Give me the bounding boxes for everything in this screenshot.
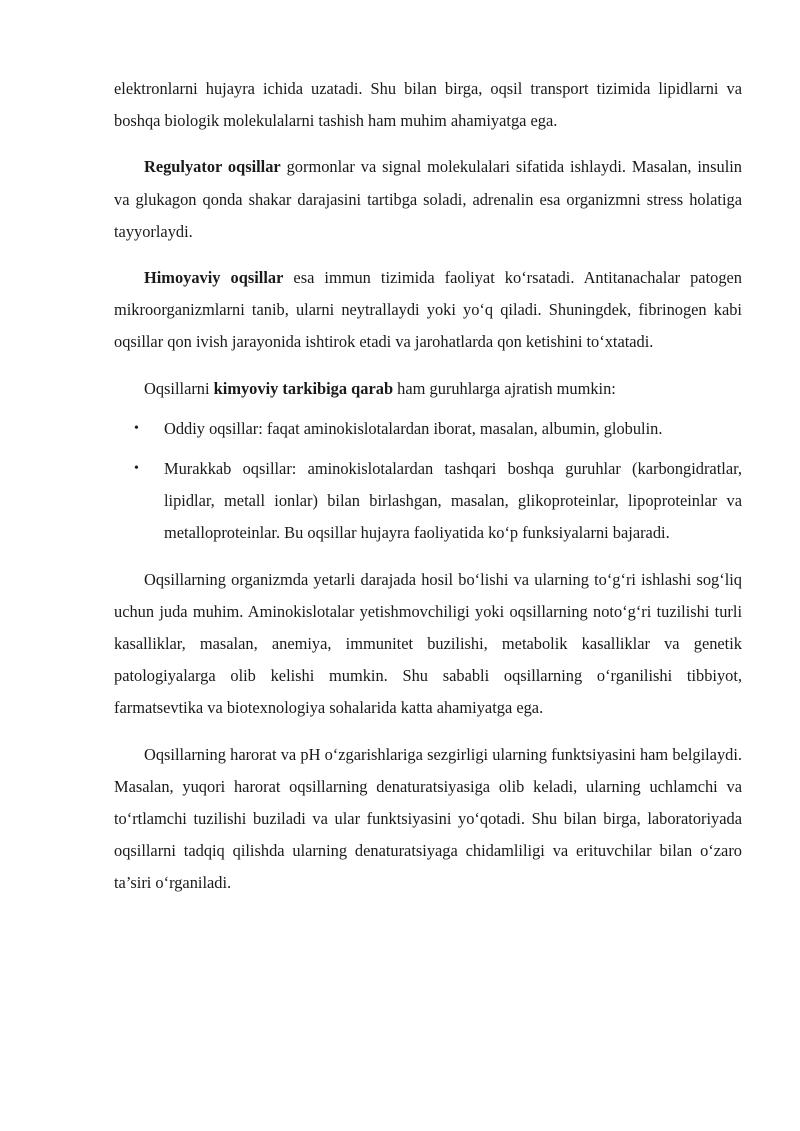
paragraph-protein-health: Oqsillarning organizmda yetarli darajada hosil bo‘lishi va ularning to‘g‘ri ishlashi sog‘liq uchun juda muhim. Aminokislotalar yetishmovchiligi yoki oqsillarning noto‘g‘ri tuzilishi turli kasalliklar, masalan, anemiya, immunitet buzilishi, metabolik kasalliklar va genetik patologiyalarga olib kelishi mumkin. Shu sababli oqsillarning o‘rganilishi tibbiyot, farmatsevtika va biotexnologiya sohalarida katta ahamiyatga ega. — [114, 569, 742, 718]
paragraph-electron-transport: elektronlarni hujayra ichida uzatadi. Shu bilan birga, oqsil transport tizimida lipidlarni va boshqa biologik molekulalarni tashish ham muhim ahamiyatga ega. — [114, 79, 742, 131]
term-chemical-composition: kimyoviy tarkibiga qarab — [213, 378, 394, 398]
bullet-icon: • — [134, 461, 139, 477]
paragraph-text: ham guruhlarga ajratish mumkin: — [393, 378, 616, 398]
list-item-text: Murakkab oqsillar: aminokislotalardan tashqari boshqa guruhlar (karbongidratlar, lipidlar, metall ionlar) bilan birlashgan, masalan, glikoproteinlar, lipoproteinlar va metalloproteinlar. Bu oqsillar hujayra faoliyatida ko‘p funksiyalarni bajaradi. — [164, 459, 742, 543]
protein-types-list — [114, 413, 742, 550]
document-body — [114, 73, 742, 914]
paragraph-denaturation: Oqsillarning harorat va pH o‘zgarishlariga sezgirligi ularning funktsiyasini ham belgilaydi. Masalan, yuqori harorat oqsillarning denaturatsiyasiga olib keladi, ularning uchlamchi va to‘rtlamchi tuzilishi buziladi va ular funktsiyasini yo‘qotadi. Shu bilan birga, laboratoriyada oqsillarni tadqiq qilishda ularning denaturatsiyaga chidamliligi va erituvchilar bilan o‘zaro ta’siri o‘rganiladi. — [114, 744, 742, 893]
paragraph-regulatory-proteins — [114, 151, 742, 248]
paragraph-text: Oqsillarni — [144, 378, 214, 398]
paragraph-text: gormonlar va signal molekulalari sifatida ishlaydi. Masalan, insulin va glukagon qonda shakar darajasini tartibga soladi, adrenalin esa organizmni stress holatiga tayyorlaydi. — [114, 157, 743, 241]
list-item-complex-proteins — [114, 453, 742, 550]
term-protective-proteins: Himoyaviy oqsillar — [144, 268, 284, 288]
list-item-simple-proteins — [114, 413, 742, 445]
term-regulatory-proteins: Regulyator oqsillar — [144, 157, 281, 177]
paragraph-chemical-composition — [114, 373, 742, 405]
bullet-icon: • — [134, 420, 139, 436]
paragraph-protective-proteins — [114, 262, 742, 359]
paragraph-text: esa immun tizimida faoliyat ko‘rsatadi. Antitanachalar patogen mikroorganizmlarni tanib, ularni neytrallaydi yoki yo‘q qiladi. Shuningdek, fibrinogen kabi oqsillar qon ivish jarayonida ishtirok etadi va jarohatlarda qon ketishini to‘xtatadi. — [114, 268, 743, 352]
list-item-text: Oddiy oqsillar: faqat aminokislotalardan iborat, masalan, albumin, globulin. — [164, 418, 663, 438]
